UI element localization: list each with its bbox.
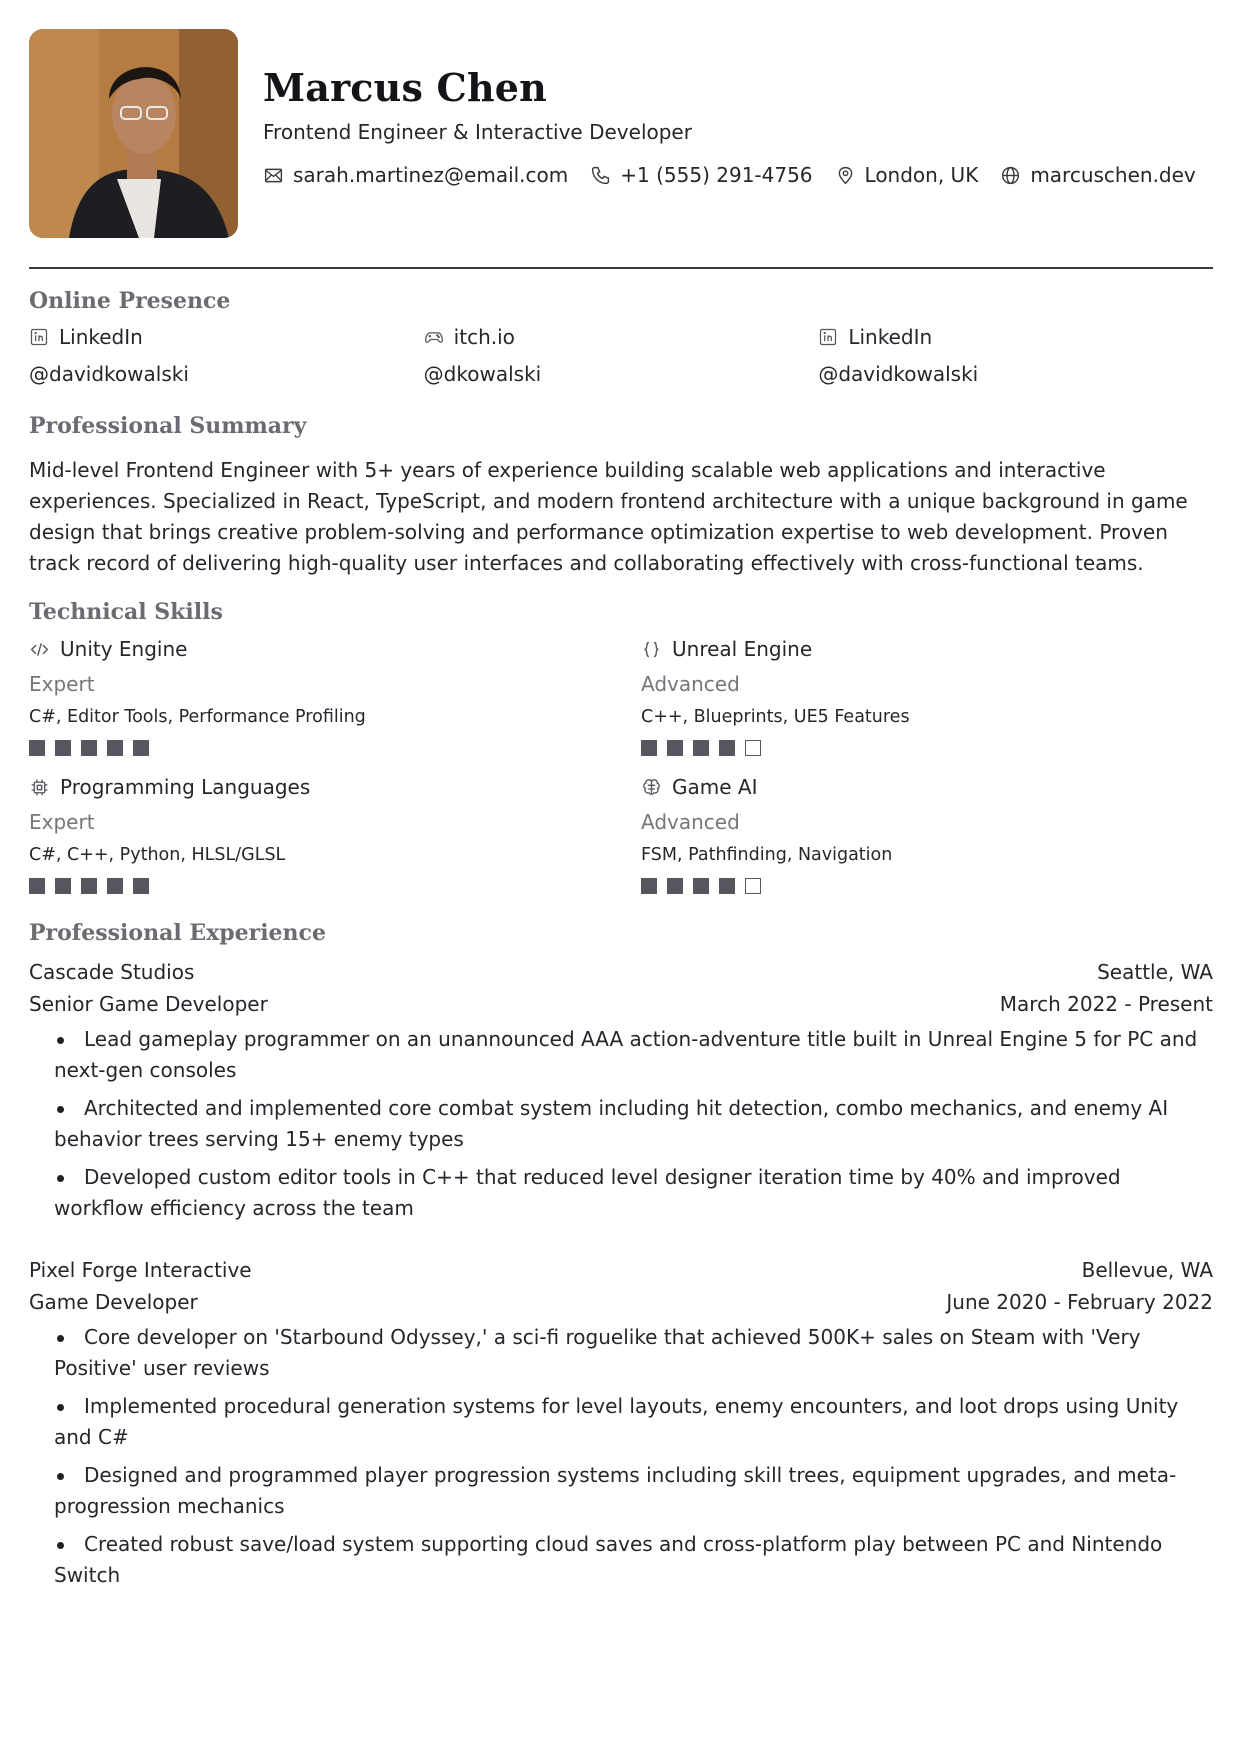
skill-level: Expert (29, 672, 95, 696)
presence-item[interactable] (29, 324, 424, 386)
rating-square-filled (55, 878, 71, 894)
skill-name: Programming Languages (60, 775, 311, 799)
cpu-icon (29, 777, 50, 798)
contact-phone[interactable] (590, 163, 812, 187)
rating-square-filled (133, 740, 149, 756)
candidate-title: Frontend Engineer & Interactive Developer (263, 120, 692, 144)
presence-label: LinkedIn (848, 325, 933, 349)
rating-square-filled (641, 878, 657, 894)
presence-label: itch.io (453, 325, 515, 349)
skill-rating (641, 878, 1219, 894)
presence-handle: @davidkowalski (29, 362, 189, 386)
rating-square-filled (81, 740, 97, 756)
candidate-name: Marcus Chen (263, 65, 547, 110)
job-role: Senior Game Developer (29, 992, 268, 1016)
skill-level: Expert (29, 810, 95, 834)
resume-header (29, 29, 1213, 239)
globe-icon (1000, 165, 1021, 186)
section-title-summary: Professional Summary (29, 413, 307, 439)
job-role: Game Developer (29, 1290, 198, 1314)
skill-item (641, 636, 1219, 756)
contact-website-text: marcuschen.dev (1030, 163, 1196, 187)
presence-handle: @dkowalski (423, 362, 542, 386)
rating-square-filled (693, 740, 709, 756)
job-bullet: Implemented procedural generation systems for level layouts, enemy encounters, and loot drops using Unity and C# (29, 1391, 1213, 1453)
contact-email-text: sarah.martinez@email.com (293, 163, 569, 187)
skill-detail: C#, C++, Python, HLSL/GLSL (29, 845, 286, 865)
contact-location (835, 163, 979, 187)
rating-square-filled (719, 878, 735, 894)
contact-list (263, 163, 1196, 187)
skill-name: Unreal Engine (672, 637, 813, 661)
section-title-skills: Technical Skills (29, 599, 223, 625)
presence-item[interactable] (424, 324, 819, 386)
skill-name: Game AI (672, 775, 758, 799)
contact-website[interactable] (1000, 163, 1195, 187)
skill-rating (29, 740, 641, 756)
skills-grid (29, 636, 1219, 894)
skill-detail: C++, Blueprints, UE5 Features (641, 707, 910, 727)
skill-detail: C#, Editor Tools, Performance Profiling (29, 707, 366, 727)
job-location: Bellevue, WA (1081, 1258, 1213, 1282)
job-bullet: Core developer on 'Starbound Odyssey,' a sci-fi roguelike that achieved 500K+ sales on Steam with 'Very Positive' user reviews (29, 1322, 1213, 1384)
skill-detail: FSM, Pathfinding, Navigation (641, 845, 893, 865)
rating-square-filled (107, 740, 123, 756)
linkedin-icon (29, 327, 49, 347)
presence-item[interactable] (818, 324, 1213, 386)
rating-square-filled (107, 878, 123, 894)
skill-name: Unity Engine (60, 637, 188, 661)
rating-square-filled (29, 740, 45, 756)
profile-photo (29, 29, 238, 238)
brain-icon (641, 777, 662, 798)
job-bullet: Lead gameplay programmer on an unannounced AAA action-adventure title built in Unreal Engine 5 for PC and next-gen consoles (29, 1024, 1213, 1086)
rating-square-filled (693, 878, 709, 894)
skill-item (29, 774, 641, 894)
rating-square-filled (667, 740, 683, 756)
job-entry (29, 1254, 1213, 1598)
linkedin-icon (818, 327, 838, 347)
rating-square-filled (29, 878, 45, 894)
job-bullet: Created robust save/load system supporting cloud saves and cross-platform play between PC and Nintendo Switch (29, 1529, 1213, 1591)
rating-square-empty (745, 878, 761, 894)
job-entry (29, 956, 1213, 1231)
job-company: Cascade Studios (29, 960, 195, 984)
job-bullet: Architected and implemented core combat system including hit detection, combo mechanics, and enemy AI behavior trees serving 15+ enemy types (29, 1093, 1213, 1155)
rating-square-filled (667, 878, 683, 894)
gamepad-icon (424, 327, 444, 347)
skill-item (29, 636, 641, 756)
job-company: Pixel Forge Interactive (29, 1258, 252, 1282)
skill-rating (29, 878, 641, 894)
skill-item (641, 774, 1219, 894)
presence-handle: @davidkowalski (818, 362, 979, 386)
online-presence-list (29, 324, 1213, 386)
presence-label: LinkedIn (59, 325, 143, 349)
job-bullet: Developed custom editor tools in C++ that reduced level designer iteration time by 40% and improved workflow efficiency across the team (29, 1162, 1213, 1224)
section-title-online-presence: Online Presence (29, 288, 231, 314)
braces-icon (641, 639, 662, 660)
contact-phone-text: +1 (555) 291-4756 (620, 163, 813, 187)
rating-square-filled (81, 878, 97, 894)
job-bullets (29, 1322, 1213, 1591)
summary-text: Mid-level Frontend Engineer with 5+ years of experience building scalable web applications and interactive experiences. Specialized in React, TypeScript, and modern frontend architecture with a unique background in game design that brings creative problem-solving and performance optimization expertise to web development. Proven track record of delivering high-quality user interfaces and collaborating effectively with cross-functional teams. (29, 458, 1188, 575)
contact-location-text: London, UK (864, 163, 979, 187)
skill-level: Advanced (641, 810, 740, 834)
rating-square-filled (641, 740, 657, 756)
job-location: Seattle, WA (1097, 960, 1213, 984)
header-divider (29, 267, 1213, 269)
skill-rating (641, 740, 1219, 756)
section-title-experience: Professional Experience (29, 920, 326, 946)
rating-square-filled (133, 878, 149, 894)
contact-email[interactable] (263, 163, 568, 187)
rating-square-filled (719, 740, 735, 756)
job-dates: March 2022 - Present (999, 992, 1213, 1016)
job-bullet: Designed and programmed player progression systems including skill trees, equipment upgrades, and meta-progression mechanics (29, 1460, 1213, 1522)
rating-square-filled (55, 740, 71, 756)
location-pin-icon (835, 165, 856, 186)
code-icon (29, 639, 50, 660)
phone-icon (590, 165, 611, 186)
skill-level: Advanced (641, 672, 740, 696)
job-bullets (29, 1024, 1213, 1224)
job-dates: June 2020 - February 2022 (946, 1290, 1213, 1314)
mail-icon (263, 165, 284, 186)
rating-square-empty (745, 740, 761, 756)
